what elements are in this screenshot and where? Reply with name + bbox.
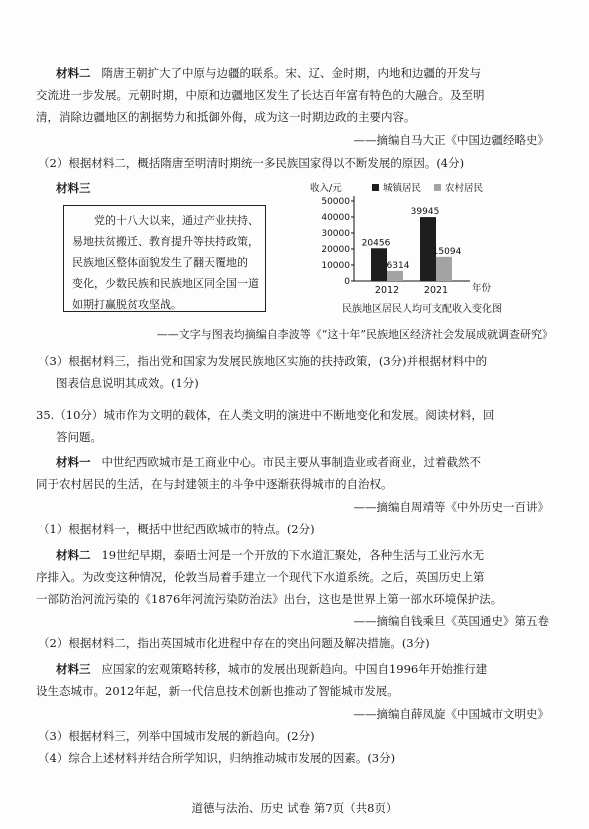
question-35-3: （3）根据材料三，列举中国城市发展的新趋向。(2分) [38, 729, 315, 743]
material2-source: ——摘编自马大正《中国边疆经略史》 [353, 133, 549, 147]
m1-line-1: 材料一 中世纪西欧城市是工商业中心。市民主要从事制造业或者商业，过着截然不 [56, 455, 481, 469]
m2-label: 材料二 [56, 548, 91, 562]
legend-label-urban: 城镇居民 [383, 183, 422, 194]
question-35-line-1: 35.（10分）城市作为文明的载体，在人类文明的演进中不断地变化和发展。阅读材料，回 [36, 408, 495, 422]
bar-urban-2012 [371, 248, 387, 281]
bar-value-label: 39945 [410, 207, 440, 218]
m3-line-2: 设生态城市。2012年起，新一代信息技术创新也推动了智能城市发展。 [36, 684, 399, 698]
m3-source: ——摘编自薛凤旋《中国城市文明史》 [353, 707, 549, 721]
m3-line-1: 材料三 应国家的宏观策略转移，城市的发展出现新趋向。中国自1996年开始推行建 [56, 662, 488, 676]
y-tick-label: 10000 [321, 261, 350, 271]
m1-line-2: 同于农村居民的生活，在与封建领主的斗争中逐渐获得城市的自治权。 [36, 477, 393, 491]
material3-text-box [63, 205, 266, 312]
question-35-2: （2）根据材料二，指出英国城市化进程中存在的突出问题及解决措施。(3分) [38, 636, 430, 650]
question-2: （2）根据材料二，概括隋唐至明清时期统一多民族国家得以不断发展的原因。(4分) [38, 156, 465, 170]
legend-swatch-rural [434, 184, 441, 191]
question-35-4: （4）综合上述材料并结合所学知识，归纳推动城市发展的因素。(3分) [38, 751, 396, 765]
income-bar-chart [304, 178, 544, 320]
bar-rural-2021 [436, 257, 452, 281]
box-line-4: 变化，少数民族和民族地区同全国一道 [72, 277, 259, 290]
question-35-line-2: 答问题。 [56, 430, 102, 444]
question-3-line-2: 图表信息说明其成效。(1分) [56, 376, 199, 390]
x-tick-label-2021: 2021 [423, 285, 449, 296]
question-3-line-1: （3）根据材料三，指出党和国家为发展民族地区实施的扶持政策，(3分)并根据材料中的 [38, 354, 488, 368]
bar-value-label: 6314 [386, 260, 410, 271]
legend-swatch-urban [372, 184, 379, 191]
y-tick-label: 50000 [321, 197, 350, 207]
page-footer: 道德与法治、历史 试卷 第7页（共8页） [191, 801, 398, 815]
material3-source: ——文字与图表均摘编自李波等《“这十年”民族地区经济社会发展成就调查研究》 [156, 328, 553, 341]
y-tick-label: 0 [344, 277, 350, 287]
y-tick-label: 30000 [321, 229, 350, 239]
bar-rural-2012 [387, 271, 403, 281]
chart-xlabel: 年份 [472, 283, 492, 294]
box-line-1: 党的十八大以来，通过产业扶持、 [94, 214, 259, 227]
m2-source: ——摘编自钱乘旦《英国通史》第五卷 [353, 614, 549, 628]
question-35-1: （1）根据材料一，概括中世纪西欧城市的特点。(2分) [38, 522, 315, 536]
m1-label: 材料一 [56, 455, 91, 469]
m3-label: 材料三 [56, 662, 91, 676]
box-line-3: 民族地区整体面貌发生了翻天覆地的 [72, 256, 248, 269]
m2-line-3: 一部防治河流污染的《1876年河流污染防治法》出台，这也是世界上第一部水环境保护法。 [36, 592, 503, 606]
material2-label: 材料二 [56, 66, 91, 80]
material2-line-2: 交流进一步发展。元朝时期，中原和边疆地区发生了长达百年富有特色的大融合。及至明 [36, 88, 485, 102]
box-line-2: 易地扶贫搬迁、教育提升等扶持政策， [72, 235, 259, 248]
x-tick-label-2012: 2012 [374, 285, 400, 296]
box-line-5: 如期打赢脱贫攻坚战。 [72, 298, 182, 311]
material3-label: 材料三 [56, 181, 91, 195]
m2-line-2: 序排入。为改变这种情况，伦敦当局着手建立一个现代下水道系统。之后，英国历史上第 [36, 570, 485, 584]
material2-line-3: 清，消除边疆地区的割据势力和抵御外侮，成为这一时期边政的主要内容。 [36, 110, 416, 124]
bar-value-label: 15094 [432, 246, 462, 257]
chart-title: 民族地区居民人均可支配收入变化图 [342, 304, 502, 315]
chart-ylabel: 收入/元 [310, 183, 342, 194]
material2-line-1: 材料二 隋唐王朝扩大了中原与边疆的联系。宋、辽、金时期，内地和边疆的开发与 [56, 66, 481, 80]
bar-value-label: 20456 [361, 238, 391, 249]
m1-source: ——摘编自周靖等《中外历史一百讲》 [353, 500, 549, 514]
legend-label-rural: 农村居民 [445, 183, 484, 194]
y-tick-label: 40000 [321, 213, 350, 223]
y-tick-label: 20000 [321, 245, 350, 255]
m2-line-1: 材料二 19世纪早期，泰晤士河是一个开放的下水道汇聚处，各种生活与工业污水无 [56, 548, 485, 562]
